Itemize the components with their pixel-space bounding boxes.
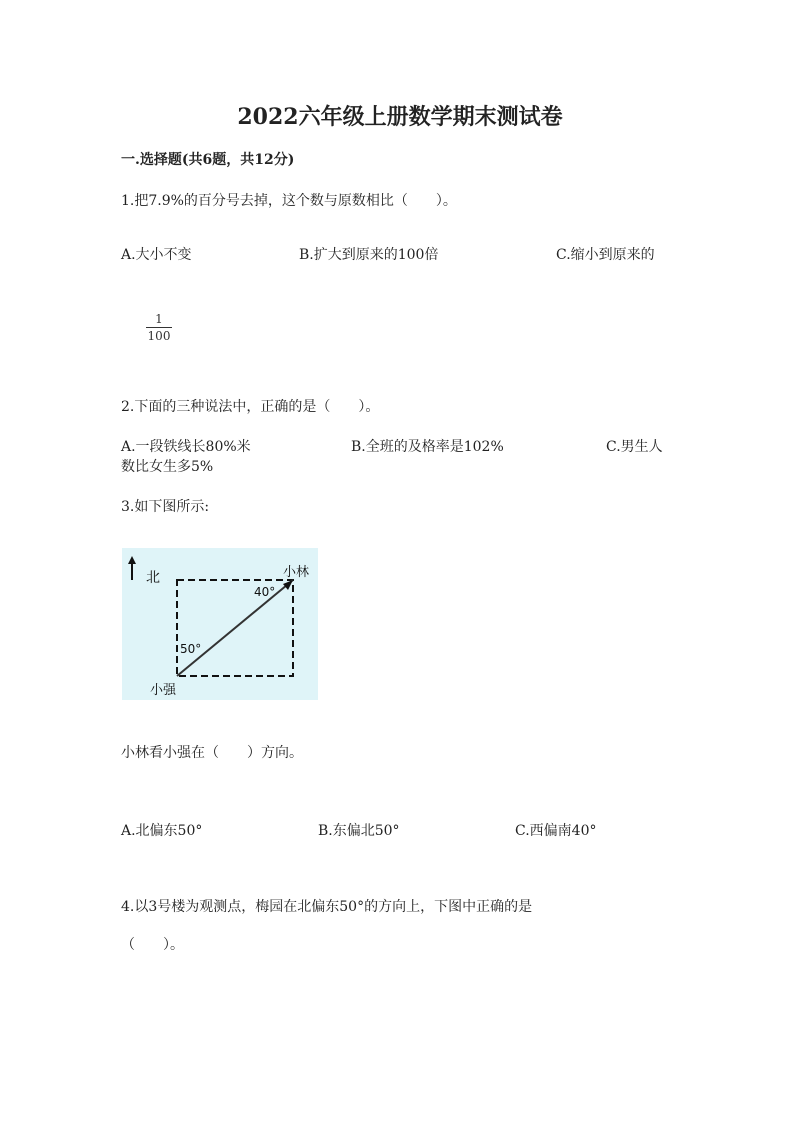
question-3-option-a: A.北偏东50°	[121, 823, 203, 839]
fraction-numerator: 1	[155, 312, 163, 326]
fraction-bar	[146, 327, 172, 328]
question-2-option-b: B.全班的及格率是102%	[351, 439, 504, 455]
question-2-option-c-continued: 数比女生多5%	[121, 459, 214, 475]
page-title: 2022六年级上册数学期末测试卷	[237, 104, 563, 130]
fraction-denominator: 100	[147, 329, 171, 343]
question-3-stem: 3.如下图所示:	[121, 499, 210, 515]
xiaolin-label: 小林	[283, 565, 310, 580]
question-1-option-a: A.大小不变	[121, 247, 192, 263]
question-3-question: 小林看小强在（ ）方向。	[121, 745, 303, 761]
question-2-option-c: C.男生人	[606, 439, 663, 455]
xiaoqiang-label: 小强	[150, 683, 177, 698]
question-1-stem: 1.把7.9%的百分号去掉，这个数与原数相比（ ）。	[121, 193, 457, 209]
angle-40-label: 40°	[254, 585, 276, 599]
north-label: 北	[146, 570, 160, 586]
angle-50-label: 50°	[180, 642, 202, 656]
question-3-option-c: C.西偏南40°	[515, 823, 597, 839]
question-4-stem-continued: （ ）。	[121, 937, 184, 953]
direction-diagram	[122, 548, 318, 700]
question-4-stem: 4.以3号楼为观测点，梅园在北偏东50°的方向上，下图中正确的是	[121, 899, 533, 915]
question-3-option-b: B.东偏北50°	[318, 823, 400, 839]
question-1-option-c: C.缩小到原来的	[556, 247, 655, 263]
question-1-fraction	[146, 312, 172, 343]
question-2-option-a: A.一段铁线长80%米	[121, 439, 251, 455]
section-heading: 一.选择题(共6题，共12分)	[121, 152, 295, 168]
question-2-stem: 2.下面的三种说法中，正确的是（ ）。	[121, 399, 380, 415]
question-1-option-b: B.扩大到原来的100倍	[299, 247, 439, 263]
